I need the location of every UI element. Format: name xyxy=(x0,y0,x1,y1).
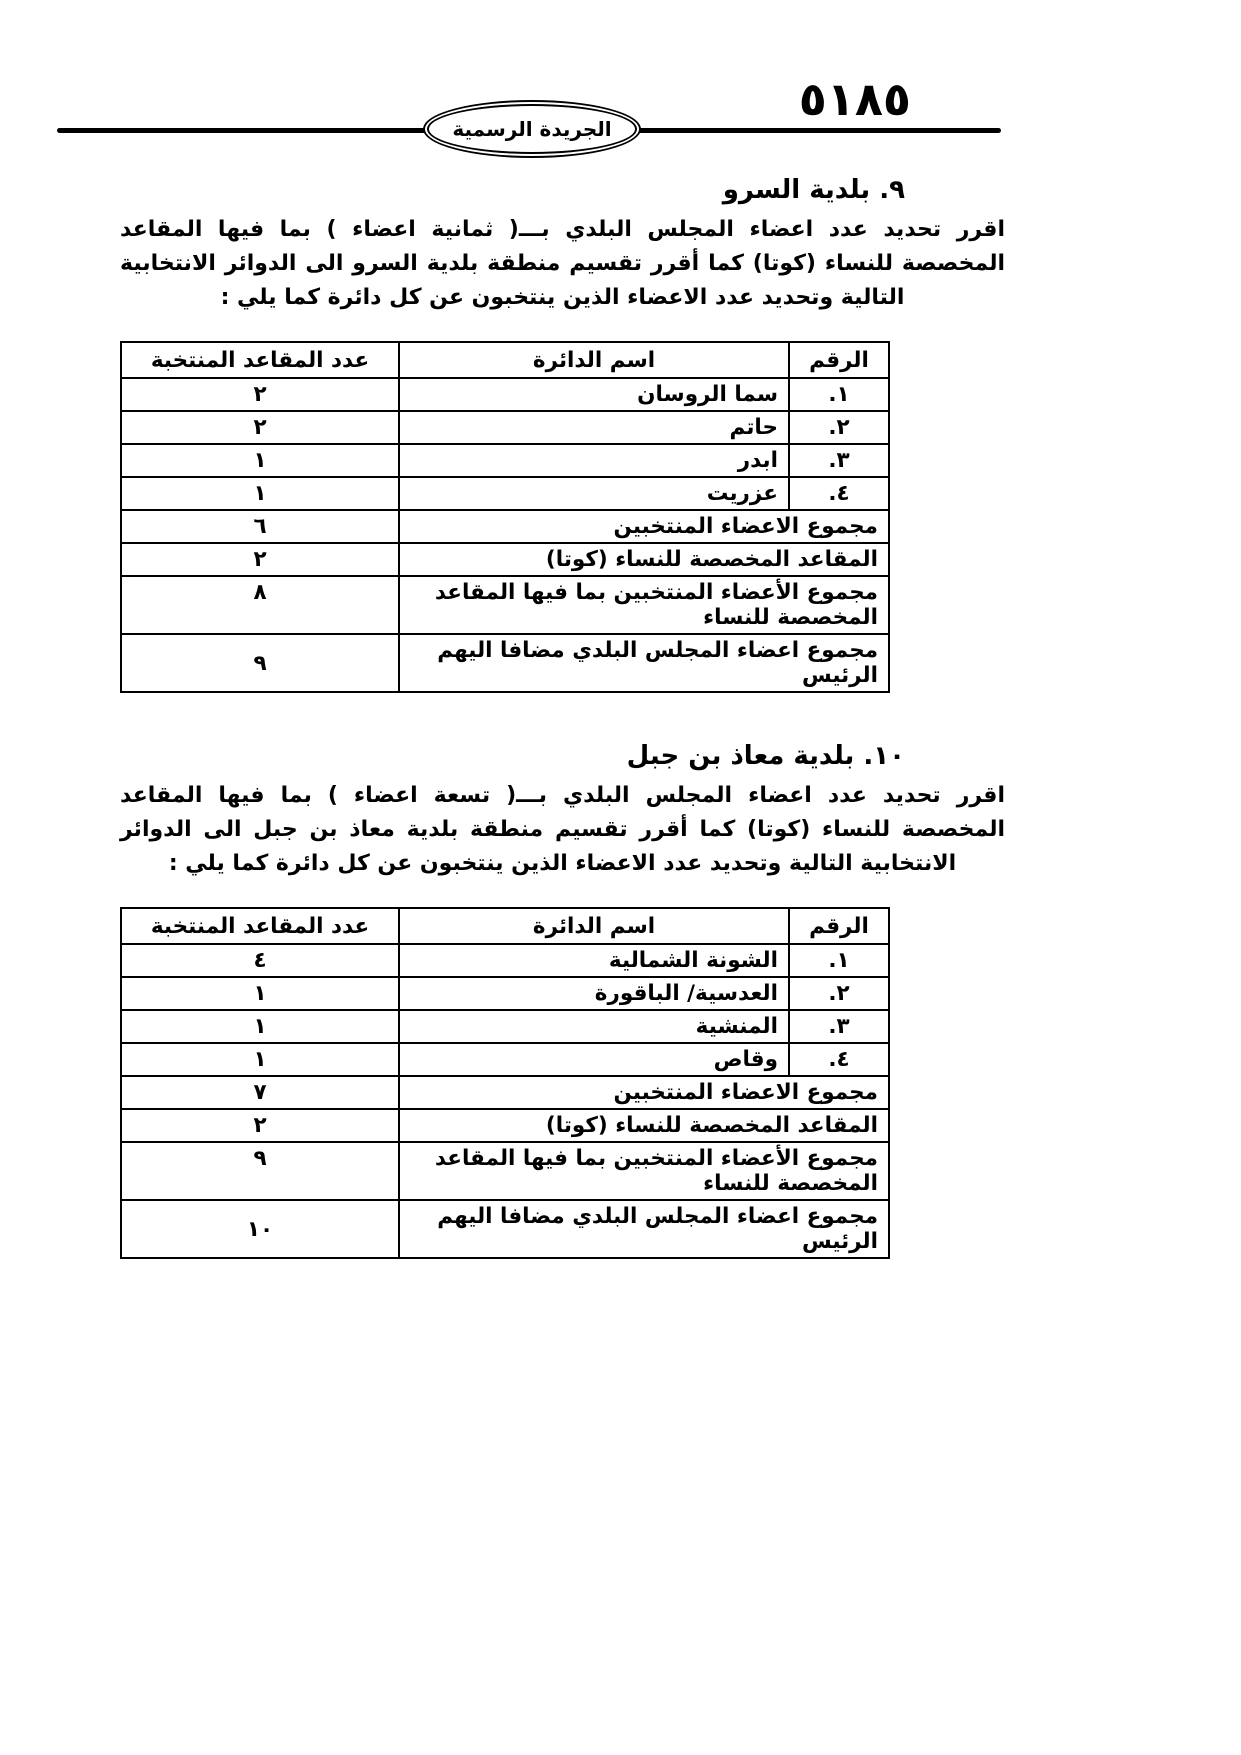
gazette-badge xyxy=(423,100,641,158)
district-table-9 xyxy=(120,341,890,693)
table-row xyxy=(121,411,889,444)
district-table-10 xyxy=(120,907,890,1259)
header-seats: عدد المقاعد المنتخبة xyxy=(121,908,399,944)
summary-value-cell: ٨ xyxy=(121,576,399,634)
summary-value-cell: ٩ xyxy=(121,1142,399,1200)
seats-count-cell: ١ xyxy=(121,477,399,510)
district-name-cell: عزريت xyxy=(399,477,789,510)
seats-count-cell: ٢ xyxy=(121,411,399,444)
seats-count-cell: ١ xyxy=(121,1043,399,1076)
seats-count-cell: ٢ xyxy=(121,378,399,411)
summary-value-cell: ٢ xyxy=(121,543,399,576)
page-number: ٥١٨٥ xyxy=(798,72,911,126)
table-header-row xyxy=(121,342,889,378)
summary-label-cell: مجموع اعضاء المجلس البلدي مضافا اليهم الرئيس xyxy=(399,634,889,692)
table-row xyxy=(121,477,889,510)
table-row xyxy=(121,1010,889,1043)
summary-row xyxy=(121,1200,889,1258)
summary-label-cell: المقاعد المخصصة للنساء (كوتا) xyxy=(399,543,889,576)
district-name-cell: حاتم xyxy=(399,411,789,444)
table-row xyxy=(121,977,889,1010)
page-header xyxy=(0,0,1241,175)
summary-value-cell: ١٠ xyxy=(121,1200,399,1258)
paragraph-line: الانتخابية التالية وتحديد عدد الاعضاء الذين ينتخبون عن كل دائرة كما يلي : xyxy=(168,851,957,876)
district-name-cell: الشونة الشمالية xyxy=(399,944,789,977)
header-district: اسم الدائرة xyxy=(399,908,789,944)
row-number-cell: ٣. xyxy=(789,1010,889,1043)
table-row xyxy=(121,1043,889,1076)
section-9-paragraph xyxy=(120,213,1005,315)
paragraph-line: اقرر تحديد عدد اعضاء المجلس البلدي بـــ( ثمانية اعضاء ) بما فيها المقاعد xyxy=(120,217,1005,242)
section-10-paragraph xyxy=(120,779,1005,881)
summary-label-cell: مجموع الأعضاء المنتخبين بما فيها المقاعد المخصصة للنساء xyxy=(399,576,889,634)
summary-row xyxy=(121,1076,889,1109)
paragraph-line: المخصصة للنساء (كوتا) كما أقرر تقسيم منطقة بلدية السرو الى الدوائر الانتخابية xyxy=(120,251,1005,276)
paragraph-line: اقرر تحديد عدد اعضاء المجلس البلدي بـــ( تسعة اعضاء ) بما فيها المقاعد xyxy=(120,783,1005,808)
paragraph-line: التالية وتحديد عدد الاعضاء الذين ينتخبون عن كل دائرة كما يلي : xyxy=(220,285,905,310)
summary-row xyxy=(121,1109,889,1142)
paragraph-line: المخصصة للنساء (كوتا) كما أقرر تقسيم منطقة بلدية معاذ بن جبل الى الدوائر xyxy=(120,817,1005,842)
summary-row xyxy=(121,510,889,543)
section-10-title: ١٠. بلدية معاذ بن جبل xyxy=(626,741,905,771)
section-9 xyxy=(120,175,1005,693)
row-number-cell: ٢. xyxy=(789,411,889,444)
table-header-row xyxy=(121,908,889,944)
summary-value-cell: ٢ xyxy=(121,1109,399,1142)
summary-label-cell: مجموع الاعضاء المنتخبين xyxy=(399,510,889,543)
row-number-cell: ٤. xyxy=(789,477,889,510)
header-district: اسم الدائرة xyxy=(399,342,789,378)
seats-count-cell: ١ xyxy=(121,1010,399,1043)
table-row xyxy=(121,444,889,477)
section-10 xyxy=(120,741,1005,1259)
summary-label-cell: مجموع الاعضاء المنتخبين xyxy=(399,1076,889,1109)
summary-row xyxy=(121,634,889,692)
district-name-cell: العدسية/ الباقورة xyxy=(399,977,789,1010)
header-num: الرقم xyxy=(789,342,889,378)
row-number-cell: ٣. xyxy=(789,444,889,477)
table-row xyxy=(121,944,889,977)
seats-count-cell: ٤ xyxy=(121,944,399,977)
header-num: الرقم xyxy=(789,908,889,944)
gazette-badge-label: الجريدة الرسمية xyxy=(452,117,612,141)
summary-value-cell: ٦ xyxy=(121,510,399,543)
seats-count-cell: ١ xyxy=(121,444,399,477)
district-name-cell: ابدر xyxy=(399,444,789,477)
seats-count-cell: ١ xyxy=(121,977,399,1010)
row-number-cell: ١. xyxy=(789,378,889,411)
summary-value-cell: ٩ xyxy=(121,634,399,692)
district-name-cell: سما الروسان xyxy=(399,378,789,411)
district-name-cell: المنشية xyxy=(399,1010,789,1043)
header-seats: عدد المقاعد المنتخبة xyxy=(121,342,399,378)
summary-label-cell: مجموع الأعضاء المنتخبين بما فيها المقاعد المخصصة للنساء xyxy=(399,1142,889,1200)
row-number-cell: ٢. xyxy=(789,977,889,1010)
summary-row xyxy=(121,1142,889,1200)
section-9-title: ٩. بلدية السرو xyxy=(722,175,905,205)
summary-row xyxy=(121,576,889,634)
summary-label-cell: المقاعد المخصصة للنساء (كوتا) xyxy=(399,1109,889,1142)
district-name-cell: وقاص xyxy=(399,1043,789,1076)
table-row xyxy=(121,378,889,411)
summary-value-cell: ٧ xyxy=(121,1076,399,1109)
summary-row xyxy=(121,543,889,576)
row-number-cell: ٤. xyxy=(789,1043,889,1076)
page-content xyxy=(120,175,1005,1259)
row-number-cell: ١. xyxy=(789,944,889,977)
summary-label-cell: مجموع اعضاء المجلس البلدي مضافا اليهم الرئيس xyxy=(399,1200,889,1258)
